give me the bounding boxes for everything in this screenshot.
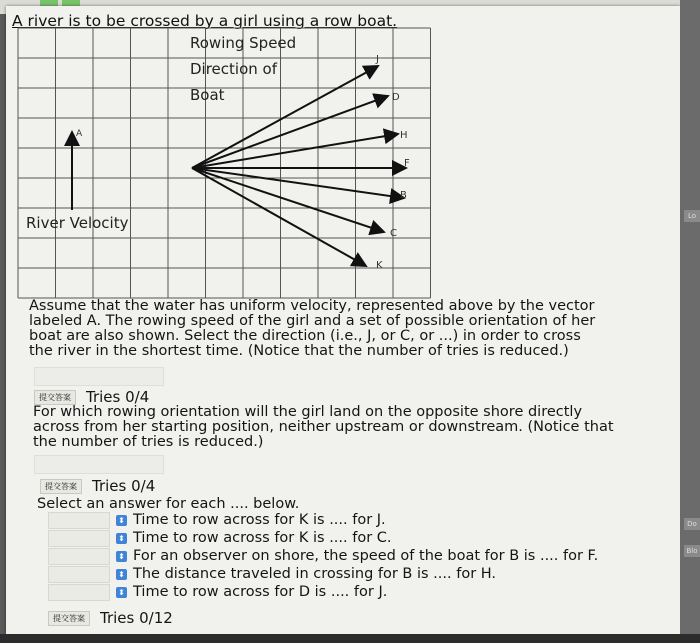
question-line: Assume that the water has uniform velocity, represented above by the vector [29, 298, 595, 314]
vector-label-a: A [76, 129, 83, 139]
bottom-bezel [0, 634, 700, 643]
part3-items [48, 511, 598, 601]
part2-submit-button[interactable]: 提交答案 [40, 479, 82, 494]
part1-submit-button[interactable]: 提交答案 [34, 390, 76, 405]
part3-intro: Select an answer for each .... below. [37, 496, 300, 512]
vector-figure [14, 22, 434, 302]
select-stepper-icon[interactable]: ⬍ [116, 569, 127, 580]
item-text: For an observer on shore, the speed of the boat for B is .... for F. [133, 548, 599, 564]
list-item [48, 529, 598, 547]
sidebar-tab[interactable]: Do [684, 518, 700, 530]
select-stepper-icon[interactable]: ⬍ [116, 515, 127, 526]
part1-answer-input[interactable] [34, 367, 164, 386]
question-line: labeled A. The rowing speed of the girl and a set of possible orientation of her [29, 313, 596, 329]
vector-label-d: D [392, 92, 400, 103]
item-text: Time to row across for K is .... for C. [133, 530, 392, 546]
vector-d [192, 96, 388, 168]
item-text: Time to row across for D is .... for J. [133, 584, 388, 600]
part3-tries: Tries 0/12 [100, 609, 173, 627]
part2-submit-row [40, 477, 155, 495]
answer-select[interactable] [48, 566, 110, 583]
answer-select[interactable] [48, 548, 110, 565]
sidebar-tab[interactable]: Lo [684, 210, 700, 222]
answer-select[interactable] [48, 584, 110, 601]
vector-label-b: B [400, 190, 407, 201]
vector-label-f: F [404, 158, 410, 169]
problem-title: A river is to be crossed by a girl using a row boat. [12, 12, 398, 30]
river-velocity-label: River Velocity [26, 214, 129, 232]
figure-caption-line: Direction of [190, 60, 277, 78]
part2-tries: Tries 0/4 [92, 477, 156, 495]
vector-label-c: C [390, 228, 397, 239]
vector-label-h: H [400, 130, 408, 141]
figure-caption-line: Rowing Speed [190, 34, 297, 52]
part2-question [33, 405, 678, 450]
list-item [48, 583, 598, 601]
list-item [48, 565, 598, 583]
figure-caption-line: Boat [190, 86, 225, 104]
item-text: Time to row across for K is .... for J. [133, 512, 386, 528]
select-stepper-icon[interactable]: ⬍ [116, 533, 127, 544]
answer-select[interactable] [48, 512, 110, 529]
part1-question [29, 299, 669, 359]
question-line: across from her starting position, neither upstream or downstream. (Notice that [33, 419, 614, 435]
vector-b [192, 168, 404, 198]
select-stepper-icon[interactable]: ⬍ [116, 551, 127, 562]
list-item [48, 511, 598, 529]
item-text: The distance traveled in crossing for B is .... for H. [133, 566, 497, 582]
part2-answer-input[interactable] [34, 455, 164, 474]
question-line: the river in the shortest time. (Notice that the number of tries is reduced.) [29, 343, 569, 359]
part3-submit-row [48, 609, 173, 627]
question-line: the number of tries is reduced.) [33, 434, 264, 450]
part3-submit-button[interactable]: 提交答案 [48, 611, 90, 626]
sidebar-tab[interactable]: Blo [684, 545, 700, 557]
list-item [48, 547, 598, 565]
answer-select[interactable] [48, 530, 110, 547]
part1-tries: Tries 0/4 [86, 388, 150, 406]
select-stepper-icon[interactable]: ⬍ [116, 587, 127, 598]
vector-label-k: K [376, 260, 383, 271]
vector-label-j: J [376, 54, 379, 65]
question-line: For which rowing orientation will the girl land on the opposite shore directly [33, 404, 583, 420]
question-line: boat are also shown. Select the direction (i.e., J, or C, or ...) in order to cross [29, 328, 581, 344]
